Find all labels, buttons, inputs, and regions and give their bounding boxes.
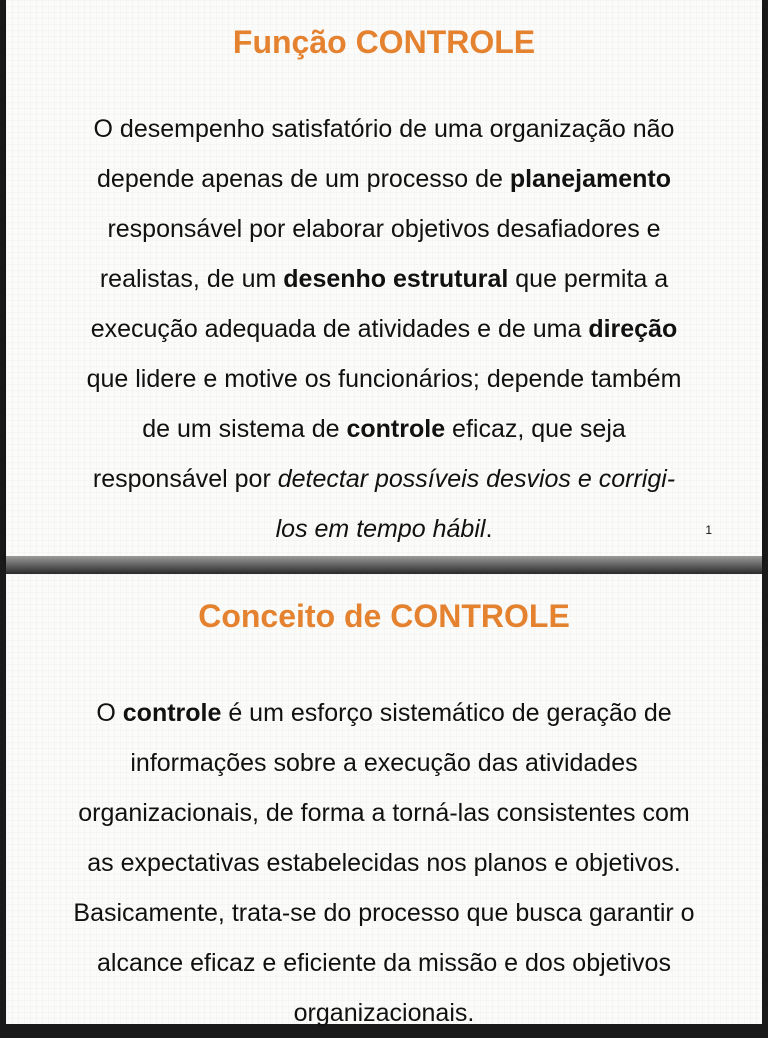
body-line: [6, 738, 762, 788]
body-line: [6, 454, 762, 504]
slide-title: Conceito de CONTROLE: [198, 598, 570, 634]
body-text: eficaz, que seja: [445, 415, 626, 443]
bold-text: direção: [588, 315, 678, 343]
slide-funcao-controle: [6, 0, 762, 560]
body-text: O desempenho satisfatório de uma organização não: [93, 115, 675, 143]
body-text: é um esforço sistemático de geração de: [221, 699, 672, 727]
page-number: 1: [705, 523, 712, 537]
body-line: [6, 404, 762, 454]
slide-title: Função CONTROLE: [232, 24, 536, 60]
body-text: que lidere e motive os funcionários; depende também: [86, 365, 682, 393]
slide-body-text: [6, 104, 762, 554]
body-text: responsável por: [92, 465, 278, 493]
body-text: .: [485, 515, 493, 543]
body-text: O: [96, 699, 123, 727]
body-text: alcance eficaz e eficiente da missão e dos objetivos: [97, 949, 671, 977]
body-line: [6, 938, 762, 988]
body-line: [6, 204, 762, 254]
body-text: que permita a: [508, 265, 669, 293]
body-text: de um sistema de: [142, 415, 347, 443]
italic-text: detectar possíveis desvios e corrigi-: [277, 465, 676, 493]
bold-text: desenho estrutural: [283, 265, 509, 293]
body-text: responsável por elaborar objetivos desafiadores e: [107, 215, 661, 243]
bold-text: controle: [122, 699, 222, 727]
body-line: [6, 838, 762, 888]
body-line: [6, 888, 762, 938]
body-line: [6, 688, 762, 738]
body-line: [6, 354, 762, 404]
body-text: Basicamente, trata-se do processo que busca garantir o: [73, 899, 695, 927]
body-line: [6, 254, 762, 304]
body-line: [6, 504, 762, 554]
body-text: depende apenas de um processo de: [97, 165, 510, 193]
bold-text: planejamento: [509, 165, 671, 193]
body-text: organizacionais.: [293, 999, 475, 1027]
body-line: [6, 988, 762, 1038]
body-line: [6, 154, 762, 204]
body-text: realistas, de um: [99, 265, 284, 293]
body-text: execução adequada de atividades e de uma: [90, 315, 589, 343]
body-line: [6, 104, 762, 154]
italic-text: los em tempo hábil: [275, 515, 486, 543]
body-text: organizacionais, de forma a torná-las consistentes com: [78, 799, 690, 827]
slide-body-text: [6, 688, 762, 1038]
body-text: as expectativas estabelecidas nos planos e objetivos.: [87, 849, 681, 877]
bold-text: controle: [346, 415, 446, 443]
body-line: [6, 304, 762, 354]
slide-conceito-controle: [6, 574, 762, 1027]
body-line: [6, 788, 762, 838]
slide-separator: [6, 556, 762, 574]
body-text: informações sobre a execução das atividades: [130, 749, 638, 777]
